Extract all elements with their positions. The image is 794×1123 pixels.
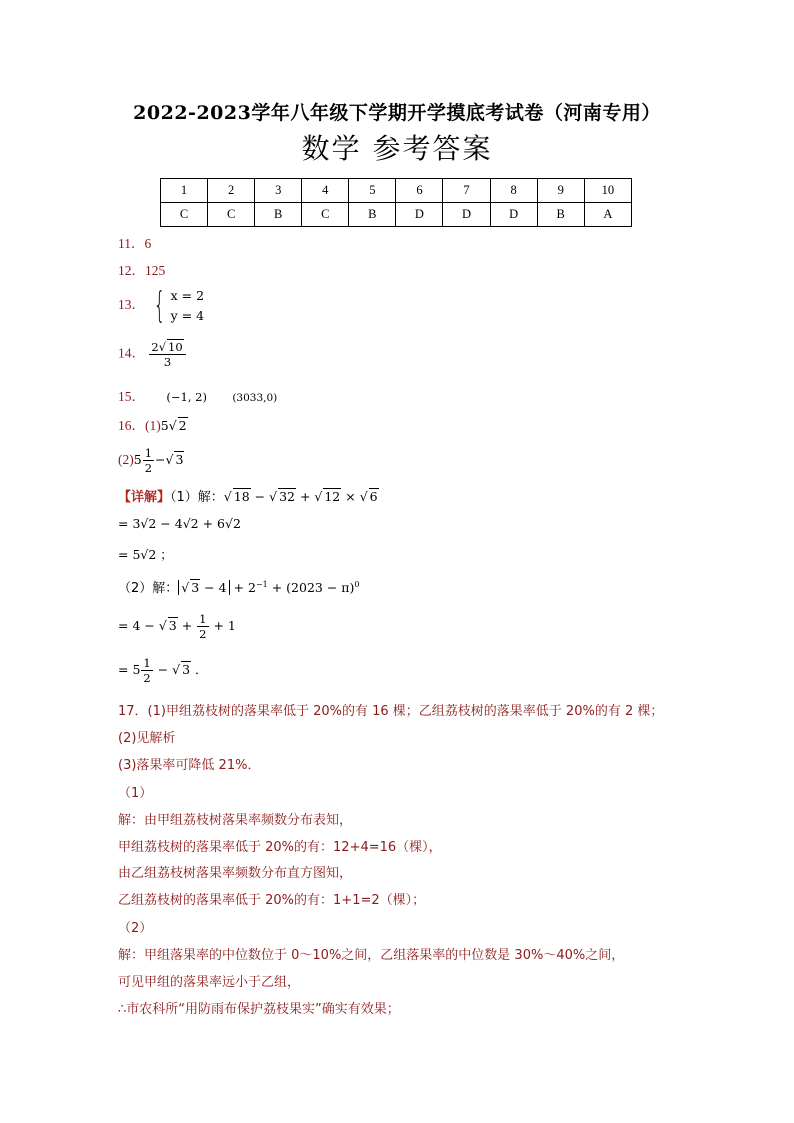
q17-part1-label: （1）	[118, 786, 153, 801]
detail-part2-label: （2）解：	[118, 581, 179, 596]
table-cell-answer: A	[584, 203, 631, 227]
detail-step-4: = 5 $\frac{1}{2}$ − √ 3 ．	[118, 656, 208, 685]
q17-answer-3: (3)落果率可降低 21%．	[118, 758, 261, 773]
table-cell-number: 9	[537, 179, 584, 203]
q17-solution-3: 由乙组荔枝树落果率频数分布直方图知，	[118, 866, 353, 881]
table-cell-answer: C	[302, 203, 349, 227]
q17-solution-4: 乙组荔枝树的落果率低于 20%的有：1+1=2（棵）；	[118, 893, 426, 908]
q17-solution-5: 解：甲组落果率的中位数位于 0～10%之间，乙组落果率的中位数是 30%～40%之间，	[118, 948, 625, 963]
answer-value: 125	[145, 263, 166, 278]
question-number: 14．	[118, 345, 145, 361]
fraction-answer: $\frac{2√ 10}{3}$	[149, 340, 185, 369]
question-15	[118, 385, 277, 405]
table-cell-number: 10	[584, 179, 631, 203]
question-16-part2: (2)5 $\frac{1}{2}$ −√ 3	[118, 446, 184, 475]
question-number: 12．	[118, 263, 145, 278]
table-cell-answer: D	[443, 203, 490, 227]
question-11	[118, 232, 151, 252]
answer-value: 6	[144, 236, 152, 251]
equation-y: y = 4	[170, 308, 205, 323]
answer-radicand: 2	[178, 418, 187, 433]
table-cell-answer: C	[161, 203, 208, 227]
part-label: (1)	[145, 418, 161, 433]
question-13	[118, 286, 204, 326]
detail-line-2	[118, 577, 359, 596]
answer-table	[160, 178, 632, 227]
table-cell-number: 4	[302, 179, 349, 203]
numerator-coef: 2	[151, 340, 159, 354]
expression-1: √ 18 − √ 32 + √ 12 × √ 6	[223, 489, 378, 504]
brace-symbol: {	[154, 285, 166, 326]
answer-table-number-row	[161, 179, 632, 203]
question-number: 16．	[118, 418, 145, 433]
answer-coef: 5	[160, 418, 169, 433]
detail-step-1: = 3√2 − 4√2 + 6√2	[118, 516, 241, 531]
table-cell-number: 3	[255, 179, 302, 203]
table-cell-answer: B	[349, 203, 396, 227]
detail-line-1	[118, 486, 379, 505]
question-number: 11．	[118, 236, 145, 251]
answer-coord-1: (−1, 2)	[166, 390, 207, 404]
detail-step-3: = 4 − √ 3 + $\frac{1}{2}$ + 1	[118, 612, 236, 641]
denominator: 3	[163, 355, 172, 369]
detail-part1-label: （1）解：	[170, 490, 224, 505]
question-14	[118, 340, 187, 369]
equation-system	[171, 286, 204, 326]
q17-part2-label: （2）	[118, 921, 153, 936]
part-label: (2)	[118, 452, 134, 467]
question-16: 16．(1)5√ 2	[118, 418, 187, 433]
question-17	[118, 700, 663, 719]
equation-x: x = 2	[170, 288, 205, 303]
table-cell-number: 7	[443, 179, 490, 203]
q17-solution-2: 甲组荔枝树的落果率低于 20%的有：12+4=16（棵），	[118, 840, 442, 855]
table-cell-answer: C	[208, 203, 255, 227]
q17-solution-7: ∴市农科所“用防雨布保护荔枝果实”确实有效果；	[118, 1002, 400, 1017]
table-cell-answer: B	[537, 203, 584, 227]
table-cell-number: 2	[208, 179, 255, 203]
question-number: 17．	[118, 704, 148, 719]
table-cell-number: 1	[161, 179, 208, 203]
question-12	[118, 259, 165, 279]
table-cell-answer: D	[490, 203, 537, 227]
table-cell-answer: B	[255, 203, 302, 227]
answer-table-answer-row	[161, 203, 632, 227]
table-cell-number: 5	[349, 179, 396, 203]
table-cell-number: 8	[490, 179, 537, 203]
table-cell-answer: D	[396, 203, 443, 227]
radicand: 10	[168, 340, 183, 354]
subject-title: 数学 参考答案	[301, 132, 493, 165]
q17-solution-1: 解：由甲组荔枝树落果率频数分布表知，	[118, 813, 353, 828]
detail-label: 【详解】	[118, 490, 171, 505]
detail-step-2: = 5√2 ；	[118, 547, 173, 562]
page-title: 2022-2023学年八年级下学期开学摸底考试卷（河南专用）	[133, 102, 661, 124]
question-number: 15．	[118, 389, 145, 404]
answer-coord-2: (3033,0)	[232, 392, 278, 404]
question-number: 13．	[118, 297, 145, 313]
q17-answer-1: (1)甲组荔枝树的落果率低于 20%的有 16 棵；乙组荔枝树的落果率低于 20%的有 2 棵；	[147, 704, 664, 719]
q17-answer-2: (2)见解析	[118, 731, 176, 746]
expression-2: √ $3 - 4 + 2^{-1} + (2023 - \pi)^0$	[178, 580, 359, 595]
q17-solution-6: 可见甲组的落果率远小于乙组，	[118, 975, 301, 990]
table-cell-number: 6	[396, 179, 443, 203]
